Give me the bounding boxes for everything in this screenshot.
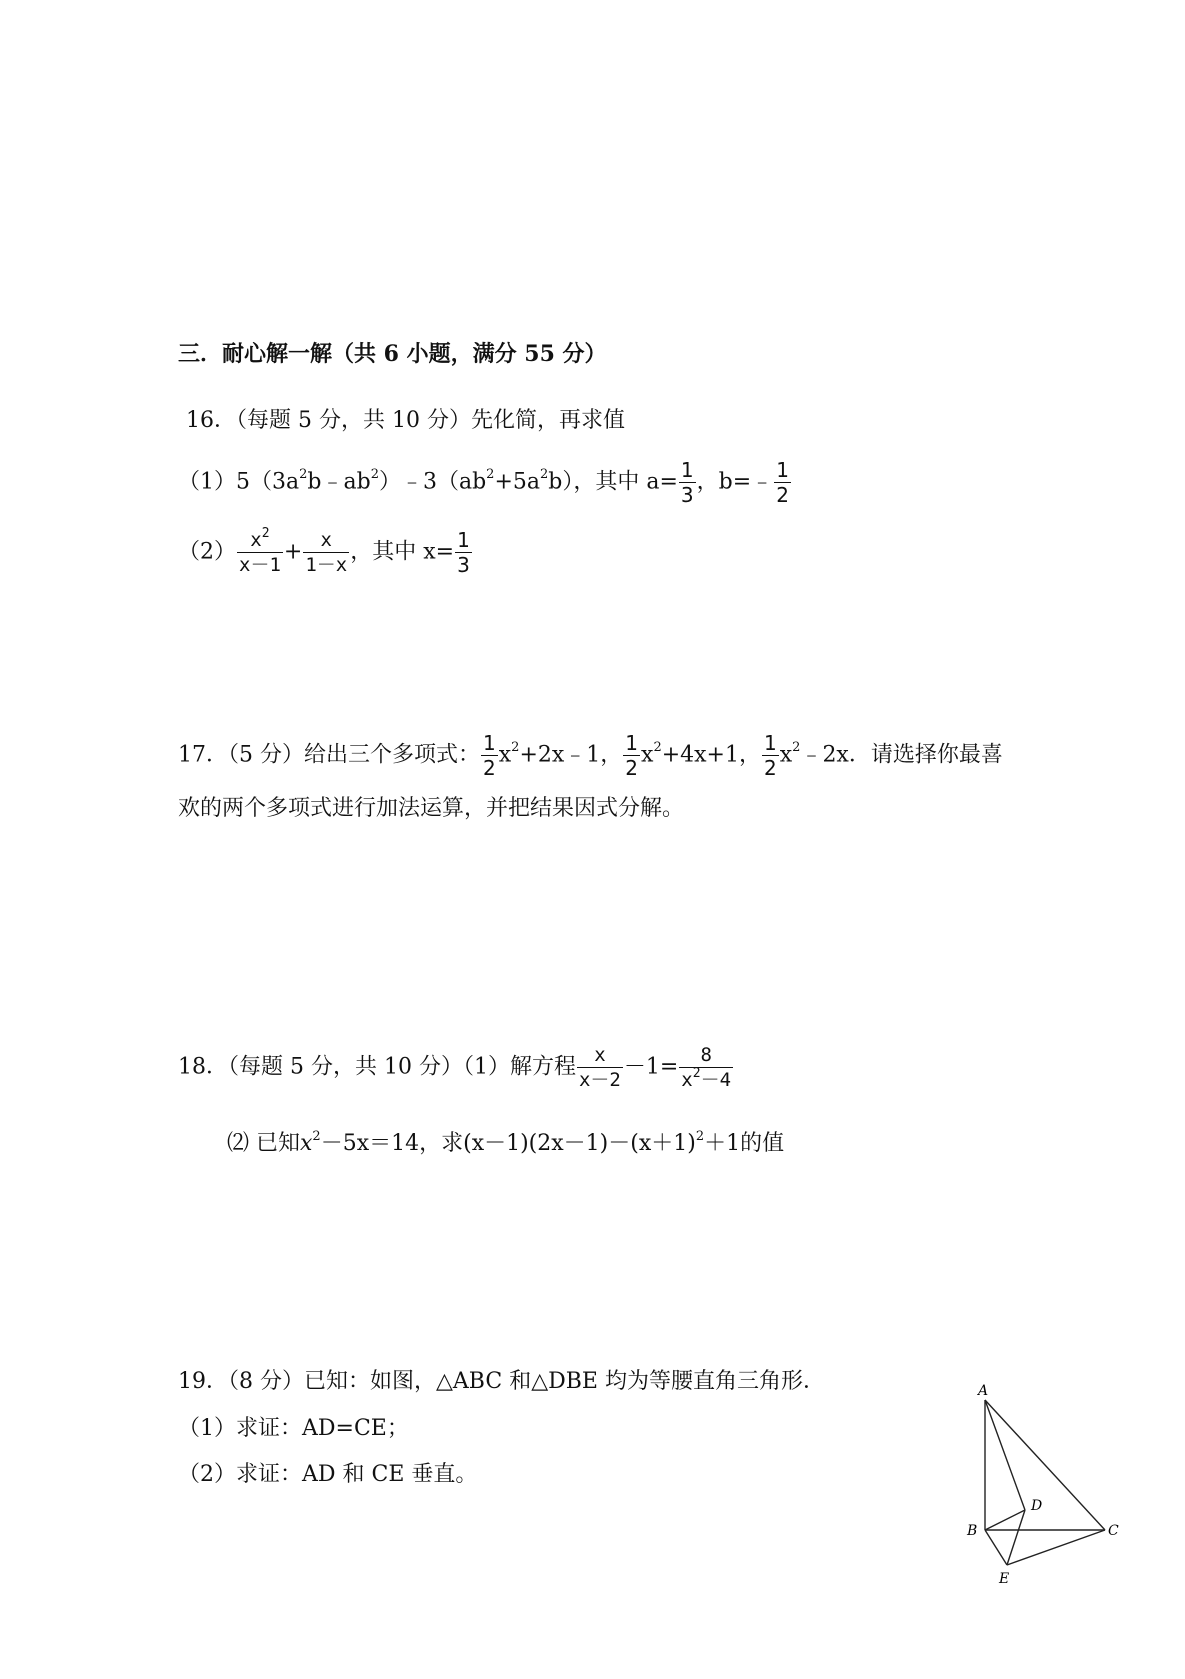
fraction-half-3: $\frac{1}{2}$ — [764, 731, 777, 780]
fraction-x-over-1-x: $\frac{x}{1-x}$ — [305, 529, 348, 576]
q16-part1: $(1)5(3a^2b﹣ab^2)﹣3(ab^2+5a^2b)$，其中 a= $\frac{1}{3}$ ，b=﹣ $\frac{1}{2}$ — [178, 458, 789, 507]
q17-line2: 欢的两个多项式进行加法运算，并把结果因式分解。 — [178, 796, 685, 821]
fraction-a: $\frac{1}{3}$ — [680, 458, 694, 507]
fraction-b: $\frac{1}{2}$ — [776, 458, 789, 507]
q16-heading: 16．（每题 5 分，共 10 分）先化简，再求值 — [186, 408, 625, 433]
label-b: B — [967, 1523, 978, 1539]
q19-heading: 19．（8 分）已知：如图，△ABC 和△DBE 均为等腰直角三角形． — [178, 1369, 825, 1394]
fraction-x-value: $\frac{1}{3}$ — [457, 528, 470, 577]
label-d: D — [1031, 1498, 1043, 1514]
segment-be — [985, 1530, 1007, 1565]
fraction-half-1: $\frac{1}{2}$ — [483, 731, 496, 780]
fraction-8-over-x2-4: $\frac{8}{x^2-4}$ — [681, 1044, 732, 1091]
fraction-half-2: $\frac{1}{2}$ — [625, 731, 639, 780]
label-c: C — [1108, 1523, 1119, 1539]
segment-ce — [1007, 1530, 1105, 1565]
label-a: A — [978, 1383, 989, 1399]
q17-line1: 17．（5 分）给出三个多项式： $\frac{1}{2}$ $x^2+2x﹣1$， $\frac{1}{2}$ $x^2+4x+1$， $\frac{1}{2}$ $x^2﹣2x$．请选择你最喜 — [178, 731, 1003, 780]
section-title: 三．耐心解一解（共 6 小题，满分 55 分） — [178, 341, 607, 367]
triangle-figure — [965, 1380, 1119, 1595]
q16-part2: （2） $\frac{x^2}{x-1}$ + $\frac{x}{1-x}$ ，其中 x= $\frac{1}{3}$ — [178, 525, 470, 577]
fraction-x2-over-x-1: $\frac{x^2}{x-1}$ — [239, 525, 281, 576]
q18-part2: ⑵ 已知$x^2-5x=14$，求$(x-1)(2x-1)-(x+1)^2+1$的值 — [227, 1128, 785, 1156]
fraction-x-over-x-2: $\frac{x}{x-2}$ — [578, 1044, 621, 1091]
label-e: E — [999, 1571, 1010, 1587]
q19-part2: （2）求证：AD 和 CE 垂直。 — [178, 1462, 478, 1487]
segment-ad — [985, 1400, 1025, 1510]
q19-part1: （1）求证：AD=CE； — [178, 1416, 409, 1441]
q18-part1: 18．（每题 5 分，共 10 分）（1）解方程 $\frac{x}{x-2}$ －1= $\frac{8}{x^2-4}$ — [178, 1044, 732, 1091]
segment-ac — [985, 1400, 1105, 1530]
